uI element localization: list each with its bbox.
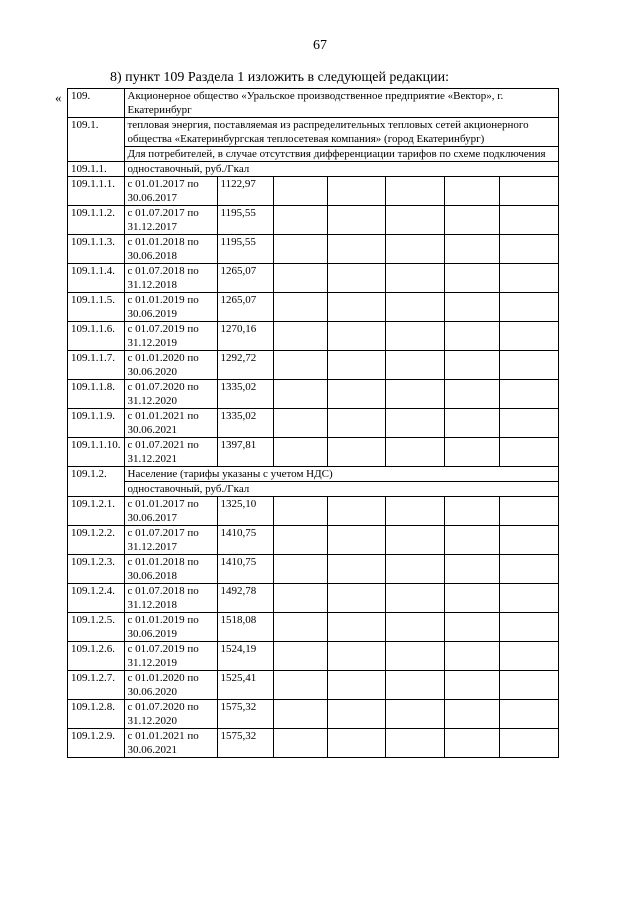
tariff-value: 1397,81 xyxy=(217,438,273,467)
row-id: 109. xyxy=(68,89,125,118)
tariff-value: 1195,55 xyxy=(217,235,273,264)
section-description: Население (тарифы указаны с учетом НДС) xyxy=(124,467,558,482)
table-row xyxy=(68,526,559,555)
empty-cell xyxy=(385,206,444,235)
table-row xyxy=(68,322,559,351)
row-id: 109.1.2.3. xyxy=(68,555,125,584)
period-cell: с 01.07.2017 по 31.12.2017 xyxy=(124,526,217,555)
row-id: 109.1.1.5. xyxy=(68,293,125,322)
tariff-value: 1195,55 xyxy=(217,206,273,235)
table-row xyxy=(68,409,559,438)
empty-cell xyxy=(273,293,327,322)
empty-cell xyxy=(385,671,444,700)
tariff-value: 1524,19 xyxy=(217,642,273,671)
empty-cell xyxy=(327,177,385,206)
consumer-note: Для потребителей, в случае отсутствия дифференциации тарифов по схеме подключения xyxy=(124,147,558,162)
empty-cell xyxy=(385,700,444,729)
empty-cell xyxy=(273,351,327,380)
empty-cell xyxy=(385,380,444,409)
table-row xyxy=(68,293,559,322)
table-row xyxy=(68,235,559,264)
table-row xyxy=(68,206,559,235)
empty-cell xyxy=(385,177,444,206)
row-id: 109.1.2.4. xyxy=(68,584,125,613)
tariff-value: 1325,10 xyxy=(217,497,273,526)
tariff-value: 1575,32 xyxy=(217,729,273,758)
empty-cell xyxy=(444,409,499,438)
empty-cell xyxy=(385,613,444,642)
row-id: 109.1.1.10. xyxy=(68,438,125,467)
period-cell: с 01.01.2017 по 30.06.2017 xyxy=(124,177,217,206)
row-id: 109.1.2.2. xyxy=(68,526,125,555)
table-row xyxy=(68,613,559,642)
table-row xyxy=(68,671,559,700)
section-description: тепловая энергия, поставляемая из распределительных тепловых сетей акционерного общества «Екатеринбургская теплосетевая компания» (город Екатеринбург) xyxy=(124,118,558,147)
empty-cell xyxy=(327,264,385,293)
empty-cell xyxy=(444,613,499,642)
empty-cell xyxy=(444,555,499,584)
empty-cell xyxy=(499,729,558,758)
empty-cell xyxy=(273,497,327,526)
table-row xyxy=(68,438,559,467)
table-row-subsection xyxy=(68,162,559,177)
tariff-table xyxy=(67,88,559,758)
empty-cell xyxy=(385,555,444,584)
period-cell: с 01.07.2019 по 31.12.2019 xyxy=(124,322,217,351)
empty-cell xyxy=(444,700,499,729)
empty-cell xyxy=(444,322,499,351)
table-row-note xyxy=(68,147,559,162)
empty-cell xyxy=(273,526,327,555)
empty-cell xyxy=(327,700,385,729)
tariff-value: 1410,75 xyxy=(217,555,273,584)
empty-cell xyxy=(327,671,385,700)
row-id: 109.1.2.6. xyxy=(68,642,125,671)
row-id: 109.1. xyxy=(68,118,125,162)
period-cell: с 01.01.2021 по 30.06.2021 xyxy=(124,729,217,758)
row-id: 109.1.1.6. xyxy=(68,322,125,351)
row-id: 109.1.2.1. xyxy=(68,497,125,526)
tariff-value: 1335,02 xyxy=(217,380,273,409)
page-number: 67 xyxy=(313,38,327,53)
empty-cell xyxy=(273,613,327,642)
table-row-section xyxy=(68,118,559,147)
empty-cell xyxy=(385,497,444,526)
empty-cell xyxy=(385,526,444,555)
empty-cell xyxy=(444,264,499,293)
period-cell: с 01.07.2021 по 31.12.2021 xyxy=(124,438,217,467)
empty-cell xyxy=(499,380,558,409)
empty-cell xyxy=(385,235,444,264)
empty-cell xyxy=(444,235,499,264)
empty-cell xyxy=(499,700,558,729)
empty-cell xyxy=(499,671,558,700)
tariff-value: 1265,07 xyxy=(217,293,273,322)
tariff-value: 1518,08 xyxy=(217,613,273,642)
row-id: 109.1.1. xyxy=(68,162,125,177)
empty-cell xyxy=(327,526,385,555)
empty-cell xyxy=(385,293,444,322)
empty-cell xyxy=(444,497,499,526)
empty-cell xyxy=(499,351,558,380)
row-id: 109.1.1.7. xyxy=(68,351,125,380)
period-cell: с 01.01.2017 по 30.06.2017 xyxy=(124,497,217,526)
empty-cell xyxy=(444,526,499,555)
empty-cell xyxy=(273,380,327,409)
empty-cell xyxy=(499,555,558,584)
tariff-value: 1525,41 xyxy=(217,671,273,700)
period-cell: с 01.01.2020 по 30.06.2020 xyxy=(124,351,217,380)
empty-cell xyxy=(273,700,327,729)
tariff-type: одноставочный, руб./Гкал xyxy=(124,162,558,177)
empty-cell xyxy=(444,729,499,758)
empty-cell xyxy=(499,293,558,322)
empty-cell xyxy=(499,497,558,526)
empty-cell xyxy=(385,438,444,467)
empty-cell xyxy=(499,264,558,293)
table-row xyxy=(68,700,559,729)
empty-cell xyxy=(385,322,444,351)
tariff-value: 1492,78 xyxy=(217,584,273,613)
empty-cell xyxy=(273,322,327,351)
empty-cell xyxy=(327,584,385,613)
row-id: 109.1.2.9. xyxy=(68,729,125,758)
empty-cell xyxy=(444,642,499,671)
empty-cell xyxy=(385,351,444,380)
empty-cell xyxy=(499,526,558,555)
opening-quote: « xyxy=(55,90,62,105)
empty-cell xyxy=(327,380,385,409)
empty-cell xyxy=(273,729,327,758)
empty-cell xyxy=(327,438,385,467)
empty-cell xyxy=(327,351,385,380)
empty-cell xyxy=(385,264,444,293)
empty-cell xyxy=(273,409,327,438)
empty-cell xyxy=(327,293,385,322)
amendment-intro: 8) пункт 109 Раздела 1 изложить в следующей редакции: xyxy=(110,70,449,85)
row-id: 109.1.1.2. xyxy=(68,206,125,235)
table-row xyxy=(68,177,559,206)
table-row xyxy=(68,380,559,409)
empty-cell xyxy=(273,206,327,235)
table-row-subsection xyxy=(68,482,559,497)
empty-cell xyxy=(385,409,444,438)
empty-cell xyxy=(273,671,327,700)
tariff-value: 1335,02 xyxy=(217,409,273,438)
empty-cell xyxy=(499,584,558,613)
empty-cell xyxy=(327,497,385,526)
row-id: 109.1.2. xyxy=(68,467,125,497)
empty-cell xyxy=(499,206,558,235)
empty-cell xyxy=(499,322,558,351)
empty-cell xyxy=(273,235,327,264)
row-id: 109.1.1.4. xyxy=(68,264,125,293)
empty-cell xyxy=(444,351,499,380)
table-row xyxy=(68,351,559,380)
empty-cell xyxy=(499,177,558,206)
empty-cell xyxy=(444,584,499,613)
empty-cell xyxy=(273,264,327,293)
table-row-header xyxy=(68,89,559,118)
period-cell: с 01.07.2020 по 31.12.2020 xyxy=(124,380,217,409)
empty-cell xyxy=(273,555,327,584)
empty-cell xyxy=(327,613,385,642)
empty-cell xyxy=(499,642,558,671)
tariff-value: 1265,07 xyxy=(217,264,273,293)
empty-cell xyxy=(444,206,499,235)
empty-cell xyxy=(385,584,444,613)
period-cell: с 01.01.2018 по 30.06.2018 xyxy=(124,555,217,584)
period-cell: с 01.07.2017 по 31.12.2017 xyxy=(124,206,217,235)
empty-cell xyxy=(273,584,327,613)
row-id: 109.1.1.8. xyxy=(68,380,125,409)
period-cell: с 01.07.2018 по 31.12.2018 xyxy=(124,584,217,613)
empty-cell xyxy=(499,409,558,438)
organization-name: Акционерное общество «Уральское производственное предприятие «Вектор», г. Екатеринбург xyxy=(124,89,558,118)
empty-cell xyxy=(327,555,385,584)
empty-cell xyxy=(273,438,327,467)
empty-cell xyxy=(327,642,385,671)
empty-cell xyxy=(499,438,558,467)
row-id: 109.1.2.8. xyxy=(68,700,125,729)
empty-cell xyxy=(327,235,385,264)
period-cell: с 01.01.2020 по 30.06.2020 xyxy=(124,671,217,700)
empty-cell xyxy=(327,206,385,235)
table-row xyxy=(68,642,559,671)
table-row xyxy=(68,264,559,293)
period-cell: с 01.07.2020 по 31.12.2020 xyxy=(124,700,217,729)
row-id: 109.1.2.5. xyxy=(68,613,125,642)
row-id: 109.1.2.7. xyxy=(68,671,125,700)
table-row xyxy=(68,729,559,758)
empty-cell xyxy=(499,235,558,264)
row-id: 109.1.1.1. xyxy=(68,177,125,206)
table-row-section xyxy=(68,467,559,482)
period-cell: с 01.07.2018 по 31.12.2018 xyxy=(124,264,217,293)
empty-cell xyxy=(273,177,327,206)
tariff-type: одноставочный, руб./Гкал xyxy=(124,482,558,497)
period-cell: с 01.07.2019 по 31.12.2019 xyxy=(124,642,217,671)
empty-cell xyxy=(444,293,499,322)
empty-cell xyxy=(499,613,558,642)
table-row xyxy=(68,584,559,613)
empty-cell xyxy=(327,322,385,351)
empty-cell xyxy=(444,438,499,467)
tariff-value: 1270,16 xyxy=(217,322,273,351)
tariff-value: 1122,97 xyxy=(217,177,273,206)
tariff-table-body xyxy=(68,89,559,758)
row-id: 109.1.1.9. xyxy=(68,409,125,438)
empty-cell xyxy=(444,177,499,206)
table-row xyxy=(68,555,559,584)
empty-cell xyxy=(385,642,444,671)
table-row xyxy=(68,497,559,526)
empty-cell xyxy=(444,671,499,700)
tariff-value: 1410,75 xyxy=(217,526,273,555)
empty-cell xyxy=(444,380,499,409)
period-cell: с 01.01.2019 по 30.06.2019 xyxy=(124,293,217,322)
tariff-value: 1292,72 xyxy=(217,351,273,380)
period-cell: с 01.01.2018 по 30.06.2018 xyxy=(124,235,217,264)
empty-cell xyxy=(273,642,327,671)
empty-cell xyxy=(385,729,444,758)
period-cell: с 01.01.2019 по 30.06.2019 xyxy=(124,613,217,642)
tariff-value: 1575,32 xyxy=(217,700,273,729)
empty-cell xyxy=(327,409,385,438)
period-cell: с 01.01.2021 по 30.06.2021 xyxy=(124,409,217,438)
empty-cell xyxy=(327,729,385,758)
row-id: 109.1.1.3. xyxy=(68,235,125,264)
